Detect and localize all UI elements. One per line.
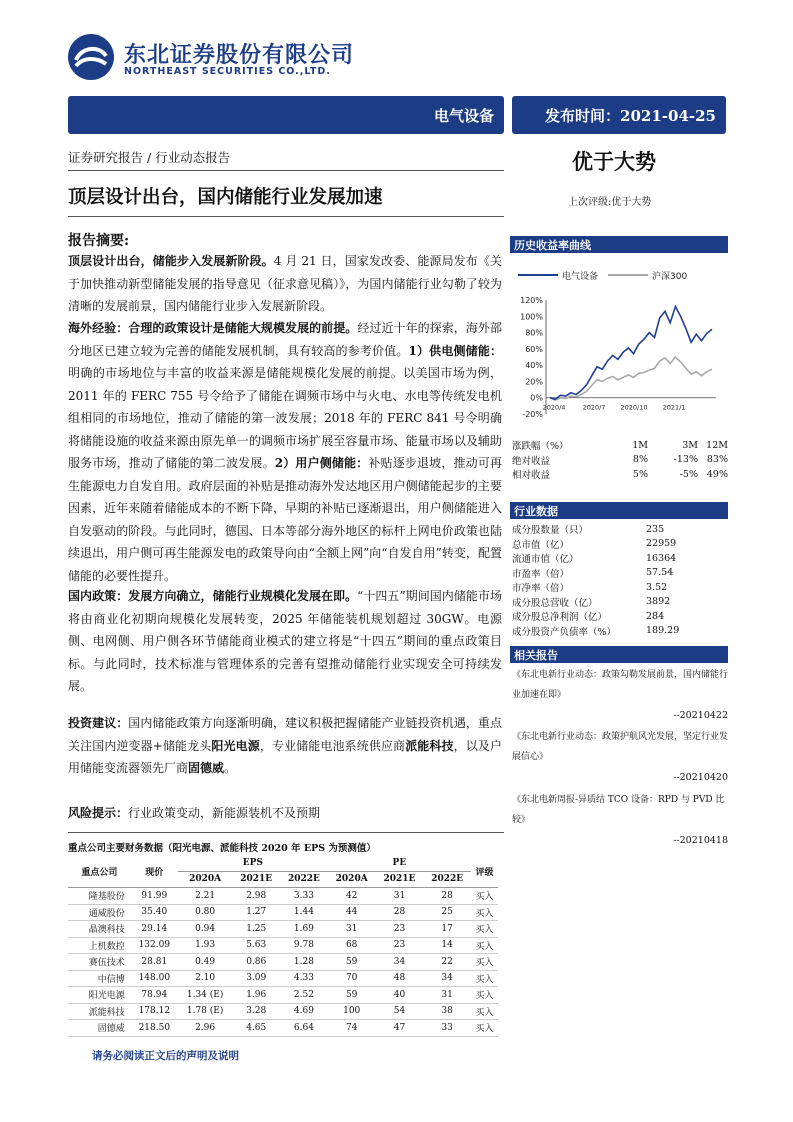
table-cell: 市净率（倍） <box>512 583 570 595</box>
return-chart <box>510 262 728 432</box>
table-cell: 22959 <box>646 538 677 550</box>
y-tick-label: -20% <box>522 410 543 419</box>
summary-paragraph-1 <box>68 250 502 318</box>
table-cell: 2.98 <box>232 888 280 905</box>
divider <box>68 170 504 171</box>
table-cell: 78.94 <box>131 987 178 1004</box>
y-tick-label: 120% <box>520 296 543 305</box>
table-cell: 流通市值（亿） <box>512 554 579 566</box>
chart-heading <box>510 236 728 253</box>
related-report-link[interactable]: 《东北电新行业动态：政策护航风光发展，坚定行业发展信心》 <box>512 732 729 762</box>
table-cell: 1.69 <box>280 921 328 938</box>
table-row <box>68 987 498 1004</box>
table-cell: 买入 <box>471 888 498 905</box>
financials-title: 重点公司主要财务数据（阳光电源、派能科技 2020 年 EPS 为预测值） <box>68 843 376 854</box>
table-cell: 178.12 <box>131 1003 178 1020</box>
paragraph-text: 明确的市场地位与丰富的收益来源是储能规模化发展的前提。以美国市场为例，2011 年的 FERC 755 号令给予了储能在调频市场中与火电、水电等传统发电机组相同的市场地位，推动了储能的第一波发展；2018 年的 FERC 841 号令明确将储能设施的收益来源由原先单一的调频市场扩展至容量市场、能量市场以及辅助服务市场，推动了储能的第二波发展。 <box>68 366 502 470</box>
related-report-date: --20210418 <box>673 835 728 846</box>
investment-advice <box>68 712 502 780</box>
table-row <box>512 537 728 552</box>
table-cell: 33 <box>423 1020 471 1037</box>
table-cell: 0.86 <box>232 954 280 971</box>
table-cell: -5% <box>679 468 698 480</box>
table-cell: 成分股数量（只） <box>512 525 589 537</box>
table-cell: 1.25 <box>232 921 280 938</box>
table-cell: 买入 <box>471 970 498 987</box>
table-cell: 25 <box>423 904 471 921</box>
col-year: 2021E <box>232 871 280 888</box>
table-cell: 买入 <box>471 904 498 921</box>
table-cell: 23 <box>376 921 424 938</box>
paragraph-text: 国内储能政策方向逐渐明确，建议积极把握储能产业链投资机遇，重点关注国内逆变器+储能龙头 <box>68 716 502 753</box>
table-cell: 4.33 <box>280 970 328 987</box>
table-cell: 3M <box>682 439 698 451</box>
y-tick-label: 20% <box>525 377 543 387</box>
table-row <box>512 467 728 482</box>
table-cell: 3.52 <box>646 581 668 593</box>
y-tick-label: 100% <box>520 312 543 322</box>
y-tick-label: 40% <box>525 361 543 371</box>
table-cell: 83% <box>706 454 728 466</box>
table-cell: 0.94 <box>178 921 233 938</box>
table-cell: 235 <box>646 523 665 535</box>
series-line-电气设备 <box>550 307 712 400</box>
divider <box>68 216 504 217</box>
table-cell: 17 <box>423 921 471 938</box>
legend-label: 电气设备 <box>562 272 599 282</box>
x-tick-label: 2020/10 <box>620 403 648 412</box>
table-cell: 23 <box>376 937 424 954</box>
table-row <box>512 551 728 566</box>
summary-paragraph-3 <box>68 585 502 698</box>
table-cell: 绝对收益 <box>512 455 551 467</box>
table-cell: 132.09 <box>131 937 178 954</box>
rating: 优于大势 <box>572 149 656 174</box>
report-title: 顶层设计出台，国内储能行业发展加速 <box>68 187 383 208</box>
table-cell: 买入 <box>471 1003 498 1020</box>
table-cell: 70 <box>328 970 376 987</box>
related-report-link[interactable]: 《东北电新行业动态：政策勾勒发展前景，国内储能行业加速在即》 <box>512 670 729 700</box>
y-tick-label: 60% <box>525 344 543 354</box>
x-tick-label: 2020/7 <box>582 403 606 412</box>
table-cell: 68 <box>328 937 376 954</box>
table-cell: 5% <box>632 468 648 480</box>
table-row <box>512 609 728 624</box>
table-cell: 100 <box>328 1003 376 1020</box>
related-report-link[interactable]: 《东北电新周报-异质结 TCO 设备：RPD 与 PVD 比较》 <box>512 795 725 825</box>
table-cell: 1.93 <box>178 937 233 954</box>
table-cell: 9.78 <box>280 937 328 954</box>
table-cell: 48 <box>376 970 424 987</box>
paragraph-sublead: 1）供电侧储能： <box>408 343 502 358</box>
table-cell: 28.81 <box>131 954 178 971</box>
table-row <box>512 580 728 595</box>
col-year: 2020A <box>328 871 376 888</box>
table-row <box>512 566 728 581</box>
table-row <box>68 904 498 921</box>
paragraph-lead: 风险提示： <box>68 806 129 820</box>
previous-rating: 上次评级:优于大势 <box>568 197 652 208</box>
table-cell: 阳光电源 <box>68 987 131 1004</box>
logo-mark <box>68 34 114 80</box>
paragraph-lead: 海外经验：合理的政策设计是储能大规模发展的前提。 <box>68 321 358 335</box>
footer-disclaimer: 请务必阅读正文后的声明及说明 <box>92 1050 239 1062</box>
industry-data-heading <box>510 502 728 519</box>
table-cell: 29.14 <box>131 921 178 938</box>
company-highlight: 固德威 <box>188 761 225 775</box>
table-cell: 6.64 <box>280 1020 328 1037</box>
paragraph-text: 。 <box>224 761 237 775</box>
table-row <box>512 453 728 468</box>
summary-paragraph-2 <box>68 317 502 587</box>
paragraph-text: 补贴逐步退坡，推动可再生能源电力自发自用。政府层面的补贴是推动海外发达地区用户侧储能起步的主要因素，近年来随着储能成本的不断下降，早期的补贴已逐渐退出，用户侧储能进入自发驱动的阶段。与此同时，德国、日本等部分海外地区的标杆上网电价政策也陆续退出，用户侧可再生能源发电的政策导向由“全额上网”向“自发自用”转变，配置储能的必要性提升。 <box>68 456 502 583</box>
table-cell: 中信博 <box>68 970 131 987</box>
chart-title: 历史收益率曲线 <box>514 239 591 252</box>
paragraph-text: 4 月 21 日，国家发改委、能源局发布《关于加快推动新型储能发展的指导意见（征求意见稿）》，为国内储能行业勾勒了较为清晰的发展前景，国内储能行业步入发展新阶段。 <box>68 254 502 313</box>
paragraph-sublead: 2）用户侧储能： <box>274 456 369 470</box>
legend-label: 沪深300 <box>652 272 688 282</box>
financials-table <box>68 855 498 1037</box>
table-cell: 市盈率（倍） <box>512 568 570 580</box>
table-cell: 14 <box>423 937 471 954</box>
table-cell: 44 <box>328 904 376 921</box>
col-company: 重点公司 <box>68 855 131 888</box>
paragraph-lead: 投资建议： <box>68 716 129 730</box>
industry-data-table <box>512 522 728 638</box>
table-cell: 42 <box>328 888 376 905</box>
table-cell: 59 <box>328 987 376 1004</box>
table-cell: 晶澳科技 <box>68 921 131 938</box>
table-cell: 买入 <box>471 954 498 971</box>
table-cell: 35.40 <box>131 904 178 921</box>
table-cell: 2.10 <box>178 970 233 987</box>
table-row <box>68 1003 498 1020</box>
company-highlight: 阳光电源 <box>211 738 260 753</box>
sector-banner <box>68 96 504 134</box>
table-cell: 买入 <box>471 921 498 938</box>
table-row <box>68 970 498 987</box>
table-row <box>68 1020 498 1037</box>
table-cell: 31 <box>423 987 471 1004</box>
col-year: 2020A <box>178 871 233 888</box>
table-cell: 赛伍技术 <box>68 954 131 971</box>
company-logo-icon <box>68 34 114 80</box>
table-cell: 4.69 <box>280 1003 328 1020</box>
table-cell: -13% <box>673 454 698 466</box>
table-cell: 4.65 <box>232 1020 280 1037</box>
related-report-date: --20210420 <box>673 772 728 783</box>
table-cell: 31 <box>376 888 424 905</box>
table-cell: 买入 <box>471 1020 498 1037</box>
company-name-cn: 东北证券股份有限公司 <box>124 43 355 68</box>
table-cell: 148.00 <box>131 970 178 987</box>
table-cell: 1.96 <box>232 987 280 1004</box>
table-cell: 22 <box>423 954 471 971</box>
related-reports-title: 相关报告 <box>514 649 558 662</box>
table-cell: 2.52 <box>280 987 328 1004</box>
table-cell: 3.33 <box>280 888 328 905</box>
paragraph-lead: 国内政策：发展方向确立，储能行业规模化发展在即。 <box>68 589 358 603</box>
paragraph-text: 行业政策变动，新能源装机不及预期 <box>128 806 321 820</box>
company-name-en: NORTHEAST SECURITIES CO.,LTD. <box>124 66 331 77</box>
related-reports-heading <box>510 646 728 663</box>
table-cell: 218.50 <box>131 1020 178 1037</box>
table-row <box>512 595 728 610</box>
col-rating: 评级 <box>471 855 498 888</box>
table-cell: 3.28 <box>232 1003 280 1020</box>
paragraph-text: 经过近十年的探索，海外部分地区已建立较为完善的储能发展机制，具有较高的参考价值。 <box>68 321 502 358</box>
table-cell: 49% <box>706 468 728 480</box>
table-cell: 284 <box>646 610 665 622</box>
table-cell: 28 <box>376 904 424 921</box>
table-cell: 28 <box>423 888 471 905</box>
divider <box>68 832 504 833</box>
industry-data-title: 行业数据 <box>514 505 558 518</box>
table-cell: 34 <box>376 954 424 971</box>
table-cell: 47 <box>376 1020 424 1037</box>
table-cell: 38 <box>423 1003 471 1020</box>
publish-date: 发布时间：2021-04-25 <box>545 107 716 125</box>
publish-date-banner <box>512 96 726 134</box>
table-cell: 上机数控 <box>68 937 131 954</box>
table-cell: 8% <box>632 454 648 466</box>
table-cell: 12M <box>706 439 728 451</box>
table-cell: 3892 <box>646 596 671 608</box>
table-cell: 59 <box>328 954 376 971</box>
table-cell: 57.54 <box>646 567 674 579</box>
paragraph-lead: 顶层设计出台，储能步入发展新阶段。 <box>68 254 274 268</box>
related-report-date: --20210422 <box>673 710 728 721</box>
table-cell: 189.29 <box>646 625 680 637</box>
paragraph-text: ，以及户用储能变流器领先厂商 <box>68 738 502 775</box>
table-cell: 隆基股份 <box>68 888 131 905</box>
table-row <box>68 937 498 954</box>
table-row <box>68 921 498 938</box>
table-cell: 通威股份 <box>68 904 131 921</box>
table-cell: 34 <box>423 970 471 987</box>
table-cell: 相对收益 <box>512 470 551 482</box>
paragraph-text: “十四五”期间国内储能市场将由商业化初期向规模化发展转变，2025 年储能装机规划超过 30GW。电源侧、电网侧、用户侧各环节储能商业模式的建立将是“十四五”期间的重点政策目标。与此同时，技术标准与管理体系的完善有望推动储能行业实现安全可持续发展。 <box>68 589 502 693</box>
table-cell: 1.44 <box>280 904 328 921</box>
table-cell: 31 <box>328 921 376 938</box>
table-cell: 2.21 <box>178 888 233 905</box>
table-cell: 54 <box>376 1003 424 1020</box>
company-highlight: 派能科技 <box>405 738 454 753</box>
col-year: 2022E <box>280 871 328 888</box>
table-cell: 91.99 <box>131 888 178 905</box>
table-cell: 3.09 <box>232 970 280 987</box>
x-tick-label: 2021/1 <box>662 403 686 412</box>
table-cell: 1.27 <box>232 904 280 921</box>
col-pe: PE <box>328 855 471 871</box>
table-cell: 1M <box>632 439 648 451</box>
table-row <box>512 522 728 537</box>
col-year: 2021E <box>376 871 424 888</box>
y-tick-label: 0% <box>530 393 543 403</box>
table-cell: 1.34 (E) <box>178 987 233 1004</box>
table-cell: 5.63 <box>232 937 280 954</box>
table-cell: 涨跌幅（%） <box>512 441 569 453</box>
table-cell: 买入 <box>471 937 498 954</box>
table-cell: 1.78 (E) <box>178 1003 233 1020</box>
x-tick-label: 2020/4 <box>542 403 566 412</box>
table-cell: 74 <box>328 1020 376 1037</box>
table-cell: 派能科技 <box>68 1003 131 1020</box>
table-row <box>512 624 728 639</box>
table-cell: 40 <box>376 987 424 1004</box>
breadcrumb: 证券研究报告 / 行业动态报告 <box>68 150 231 165</box>
col-eps: EPS <box>178 855 328 871</box>
col-year: 2022E <box>423 871 471 888</box>
table-cell: 0.49 <box>178 954 233 971</box>
table-cell: 成分股总营收（亿） <box>512 597 598 609</box>
summary-heading: 报告摘要: <box>68 233 130 249</box>
table-cell: 成分股总净利润（亿） <box>512 612 608 624</box>
table-cell: 固德威 <box>68 1020 131 1037</box>
table-row <box>68 888 498 905</box>
table-cell: 0.80 <box>178 904 233 921</box>
returns-table <box>512 438 728 482</box>
table-header-row <box>512 438 728 453</box>
y-tick-label: 80% <box>525 328 543 338</box>
table-cell: 16364 <box>646 552 677 564</box>
table-cell: 1.28 <box>280 954 328 971</box>
table-cell: 成分股资产负债率（%） <box>512 626 617 638</box>
table-cell: 总市值（亿） <box>512 539 570 551</box>
paragraph-text: ，专业储能电池系统供应商 <box>259 738 406 753</box>
table-cell: 2.96 <box>178 1020 233 1037</box>
table-cell: 买入 <box>471 987 498 1004</box>
sector-label: 电气设备 <box>433 107 494 125</box>
col-price: 现价 <box>131 855 178 888</box>
table-row <box>68 954 498 971</box>
risk-warning <box>68 802 502 825</box>
